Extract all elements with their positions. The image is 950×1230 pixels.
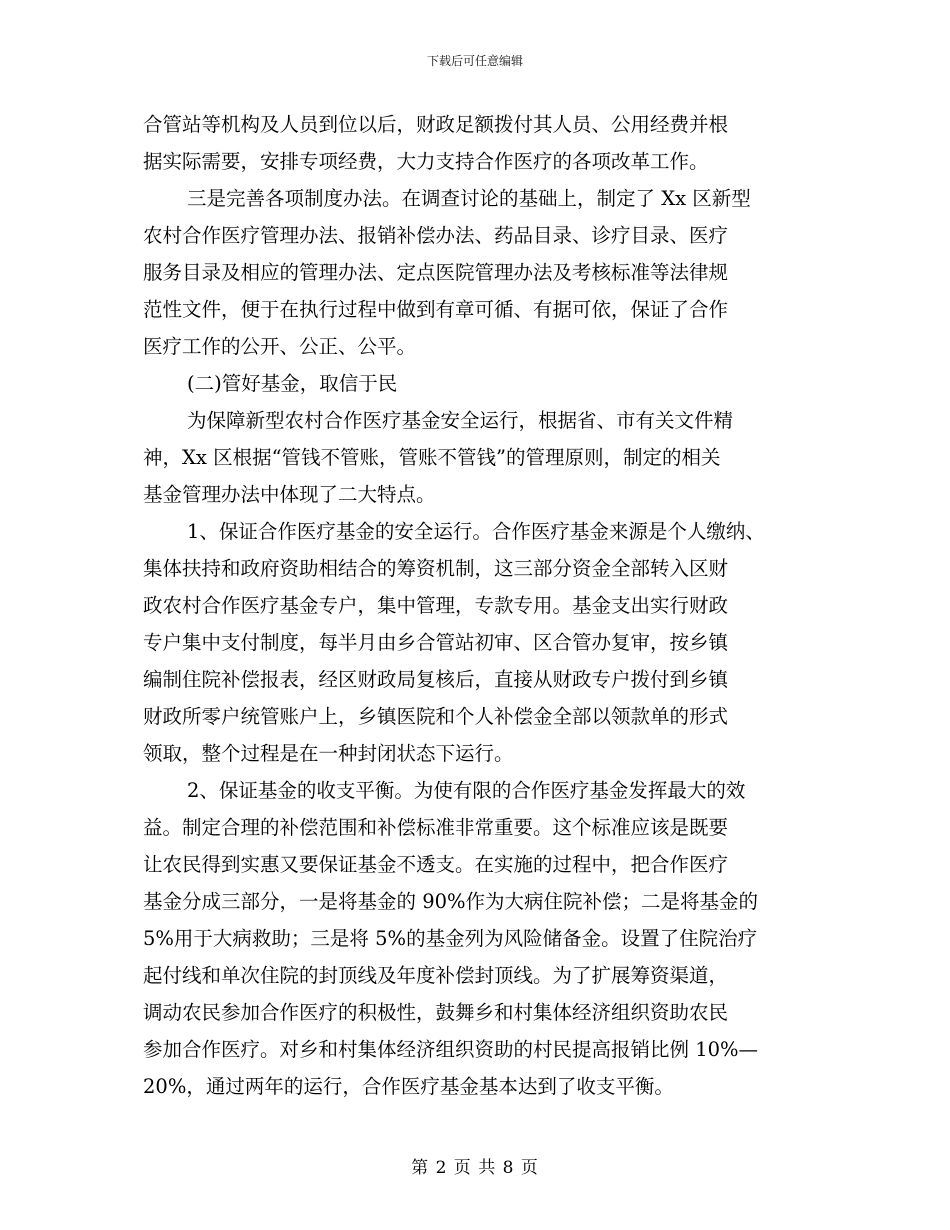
text-line: 基金管理办法中体现了二大特点。 [143, 483, 436, 506]
paragraph-start: 为保障新型农村合作医疗基金安全运行，根据省、市有关文件精 [187, 409, 734, 432]
text-line: 政农村合作医疗基金专户，集中管理，专款专用。基金支出实行财政 [143, 594, 729, 617]
text-line: 神，Xx 区根据“管钱不管账，管账不管钱”的管理原则，制定的相关 [143, 446, 721, 469]
text-line: 专户集中支付制度，每半月由乡合管站初审、区合管办复审，按乡镇 [143, 631, 729, 654]
text-line: 财政所零户统管账户上，乡镇医院和个人补偿金全部以领款单的形式 [143, 705, 729, 728]
text-line: 参加合作医疗。对乡和村集体经济组织资助的村民提高报销比例 10%— [143, 1038, 759, 1061]
text-line: 领取，整个过程是在一种封闭状态下运行。 [143, 742, 514, 765]
text-line: 服务目录及相应的管理办法、定点医院管理办法及考核标准等法律规 [143, 261, 729, 284]
text-line: 范性文件，便于在执行过程中做到有章可循、有据可依，保证了合作 [143, 298, 729, 321]
text-line: 益。制定合理的补偿范围和补偿标准非常重要。这个标准应该是既要 [143, 816, 729, 839]
page-header: 下载后可任意编辑 [426, 54, 523, 68]
section-heading: (二)管好基金，取信于民 [187, 372, 398, 395]
text-line: 据实际需要，安排专项经费，大力支持合作医疗的各项改革工作。 [143, 150, 709, 173]
text-line: 调动农民参加合作医疗的积极性，鼓舞乡和村集体经济组织资助农民 [143, 1001, 729, 1024]
text-line: 集体扶持和政府资助相结合的筹资机制，这三部分资金全部转入区财 [143, 557, 729, 580]
text-line: 20%，通过两年的运行，合作医疗基金基本达到了收支平衡。 [143, 1075, 674, 1098]
paragraph-start: 2、保证基金的收支平衡。为使有限的合作医疗基金发挥最大的效 [187, 779, 746, 802]
document-body [143, 106, 833, 1105]
paragraph-start: 三是完善各项制度办法。在调查讨论的基础上，制定了 Xx 区新型 [187, 187, 751, 210]
text-line: 农村合作医疗管理办法、报销补偿办法、药品目录、诊疗目录、医疗 [143, 224, 729, 247]
text-line: 让农民得到实惠又要保证基金不透支。在实施的过程中，把合作医疗 [143, 853, 729, 876]
text-line: 合管站等机构及人员到位以后，财政足额拨付其人员、公用经费并根 [143, 113, 729, 136]
text-line: 5%用于大病救助；三是将 5%的基金列为风险储备金。设置了住院治疗 [143, 927, 758, 950]
text-line: 起付线和单次住院的封顶线及年度补偿封顶线。为了扩展筹资渠道， [143, 964, 729, 987]
page-footer: 第 2 页 共 8 页 [411, 1158, 539, 1178]
text-line: 编制住院补偿报表，经区财政局复核后，直接从财政专户拨付到乡镇 [143, 668, 729, 691]
text-line: 医疗工作的公开、公正、公平。 [143, 335, 417, 358]
paragraph-start: 1、保证合作医疗基金的安全运行。合作医疗基金来源是个人缴纳、 [187, 520, 765, 543]
text-line: 基金分成三部分，一是将基金的 90%作为大病住院补偿；二是将基金的 [143, 890, 759, 913]
